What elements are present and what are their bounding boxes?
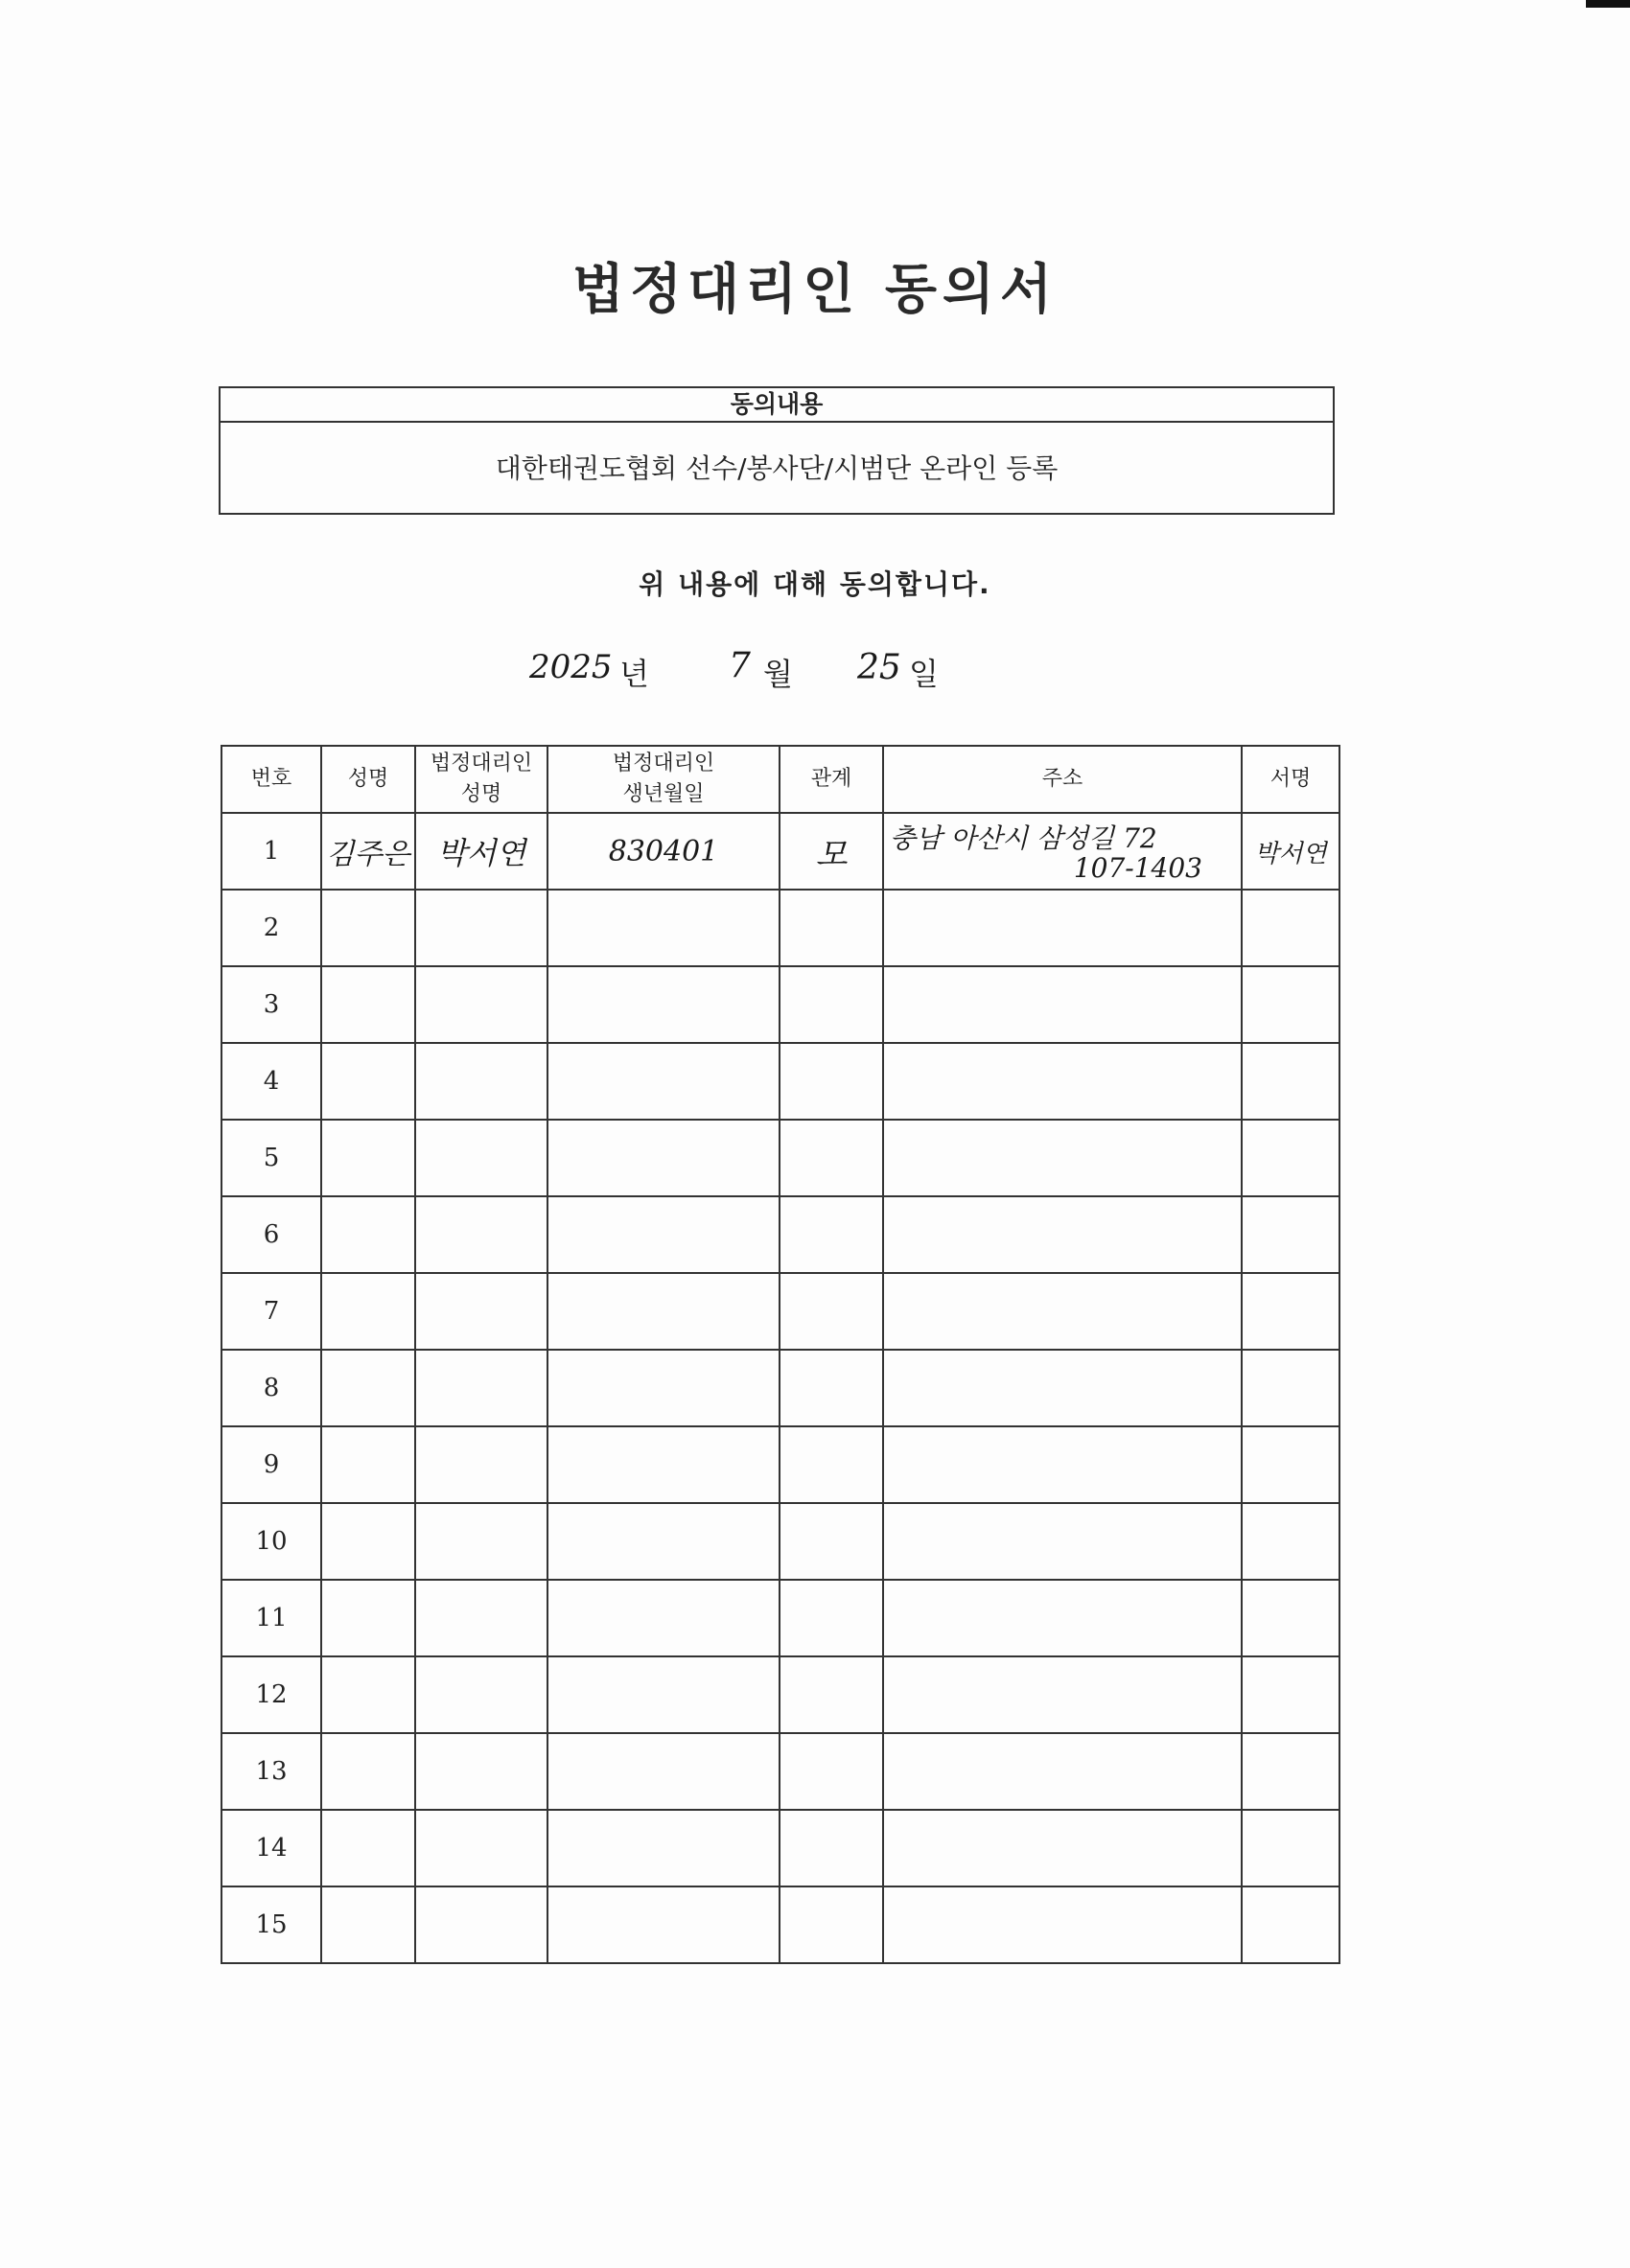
empty-cell [547,1273,780,1350]
empty-cell [780,1810,883,1886]
date-month-label: 월 [763,656,793,692]
row-no: 8 [221,1350,321,1426]
empty-cell [780,1120,883,1196]
handwritten-relation: 모 [815,835,848,874]
date-day-label: 일 [909,656,939,692]
empty-cell [321,1656,415,1733]
empty-cell [415,1273,547,1350]
header-address: 주소 [883,746,1242,813]
empty-cell [415,1810,547,1886]
empty-cell [1242,1426,1339,1503]
empty-cell [321,1580,415,1656]
header-guardian-birth-line2: 생년월일 [622,782,705,806]
table-row [221,890,1339,966]
empty-cell [1242,1196,1339,1273]
empty-cell [1242,1810,1339,1886]
empty-cell [415,1503,547,1580]
empty-cell [780,1886,883,1963]
handwritten-address-line1: 충남 아산시 삼성길 72 [890,822,1157,854]
date-line [0,644,1630,692]
empty-cell [321,1503,415,1580]
empty-cell [321,1043,415,1120]
registration-table [221,745,1340,1964]
empty-cell [883,1656,1242,1733]
header-guardian-name-line1: 법정대리인 [430,752,533,775]
row-address [883,813,1242,890]
empty-cell [883,1810,1242,1886]
row-no: 1 [221,813,321,890]
empty-cell [415,1733,547,1810]
row-guardian-name [415,813,547,890]
row-no: 5 [221,1120,321,1196]
row-no: 10 [221,1503,321,1580]
empty-cell [883,1273,1242,1350]
row-no: 4 [221,1043,321,1120]
empty-cell [547,1043,780,1120]
handwritten-signature: 박서연 [1254,839,1327,868]
table-row [221,1580,1339,1656]
empty-cell [780,1580,883,1656]
empty-cell [415,890,547,966]
consent-box [219,386,1335,515]
empty-cell [321,890,415,966]
row-no: 9 [221,1426,321,1503]
header-name: 성명 [321,746,415,813]
empty-cell [547,1426,780,1503]
table-row [221,1426,1339,1503]
row-no: 7 [221,1273,321,1350]
empty-cell [1242,890,1339,966]
empty-cell [1242,1503,1339,1580]
table-row [221,1196,1339,1273]
table-row [221,1733,1339,1810]
header-guardian-birth-line1: 법정대리인 [612,752,715,775]
agreement-text: 위 내용에 대해 동의합니다. [639,568,991,600]
header-signature: 서명 [1242,746,1339,813]
empty-cell [780,1733,883,1810]
empty-cell [883,1043,1242,1120]
empty-cell [415,1426,547,1503]
empty-cell [321,1810,415,1886]
header-guardian-name-line2: 성명 [460,782,502,806]
row-no: 6 [221,1196,321,1273]
empty-cell [1242,1886,1339,1963]
empty-cell [415,966,547,1043]
empty-cell [883,966,1242,1043]
empty-cell [780,1503,883,1580]
table-row [221,1350,1339,1426]
header-guardian-name [415,746,547,813]
empty-cell [547,1656,780,1733]
empty-cell [883,1886,1242,1963]
empty-cell [780,1426,883,1503]
empty-cell [883,1733,1242,1810]
empty-cell [547,1580,780,1656]
empty-cell [883,1196,1242,1273]
empty-cell [321,1120,415,1196]
table-row [221,1120,1339,1196]
empty-cell [883,1426,1242,1503]
empty-cell [547,1733,780,1810]
empty-cell [547,1350,780,1426]
row-no: 11 [221,1580,321,1656]
header-guardian-birth [547,746,780,813]
empty-cell [415,1656,547,1733]
table-row [221,966,1339,1043]
empty-cell [415,1043,547,1120]
empty-cell [883,1120,1242,1196]
empty-cell [883,890,1242,966]
empty-cell [1242,1656,1339,1733]
empty-cell [1242,1120,1339,1196]
row-no: 14 [221,1810,321,1886]
handwritten-guardian-birth: 830401 [608,834,719,868]
empty-cell [1242,966,1339,1043]
row-signature [1242,813,1339,890]
date-day: 25 [857,648,901,687]
table-row [221,813,1339,890]
empty-cell [547,1196,780,1273]
empty-cell [415,1120,547,1196]
empty-cell [321,1426,415,1503]
empty-cell [780,1043,883,1120]
handwritten-guardian-name: 박서연 [436,835,526,871]
table-row [221,1503,1339,1580]
row-no: 15 [221,1886,321,1963]
table-row [221,1810,1339,1886]
row-guardian-birth [547,813,780,890]
row-no: 13 [221,1733,321,1810]
empty-cell [883,1503,1242,1580]
handwritten-address-line2: 107-1403 [1073,852,1202,884]
empty-cell [1242,1733,1339,1810]
row-no: 2 [221,890,321,966]
table-row [221,1656,1339,1733]
empty-cell [1242,1273,1339,1350]
consent-header: 동의내용 [221,388,1333,423]
empty-cell [883,1350,1242,1426]
document-title: 법정대리인 동의서 [571,259,1059,321]
empty-cell [321,1196,415,1273]
empty-cell [321,1273,415,1350]
empty-cell [415,1580,547,1656]
empty-cell [415,1886,547,1963]
date-year: 2025 [529,648,613,686]
address-block [884,814,1241,889]
scan-edge-mark [1586,0,1630,8]
empty-cell [780,966,883,1043]
empty-cell [780,1273,883,1350]
table-row [221,1886,1339,1963]
row-name [321,813,415,890]
row-relation [780,813,883,890]
empty-cell [780,1350,883,1426]
empty-cell [547,890,780,966]
empty-cell [547,1120,780,1196]
consent-body: 대한태권도협회 선수/봉사단/시범단 온라인 등록 [495,452,1059,484]
empty-cell [547,1810,780,1886]
empty-cell [321,1350,415,1426]
empty-cell [547,1886,780,1963]
empty-cell [547,966,780,1043]
table-row [221,1273,1339,1350]
empty-cell [547,1503,780,1580]
row-no: 3 [221,966,321,1043]
empty-cell [1242,1580,1339,1656]
table-row [221,1043,1339,1120]
row-no: 12 [221,1656,321,1733]
table-header-row [221,746,1339,813]
empty-cell [321,966,415,1043]
empty-cell [321,1886,415,1963]
empty-cell [1242,1350,1339,1426]
empty-cell [415,1196,547,1273]
empty-cell [780,1656,883,1733]
handwritten-name: 김주은 [326,838,410,871]
empty-cell [780,1196,883,1273]
empty-cell [780,890,883,966]
date-year-label: 년 [619,656,649,692]
date-month: 7 [729,646,751,685]
header-no: 번호 [221,746,321,813]
empty-cell [321,1733,415,1810]
empty-cell [1242,1043,1339,1120]
empty-cell [415,1350,547,1426]
empty-cell [883,1580,1242,1656]
header-relation: 관계 [780,746,883,813]
